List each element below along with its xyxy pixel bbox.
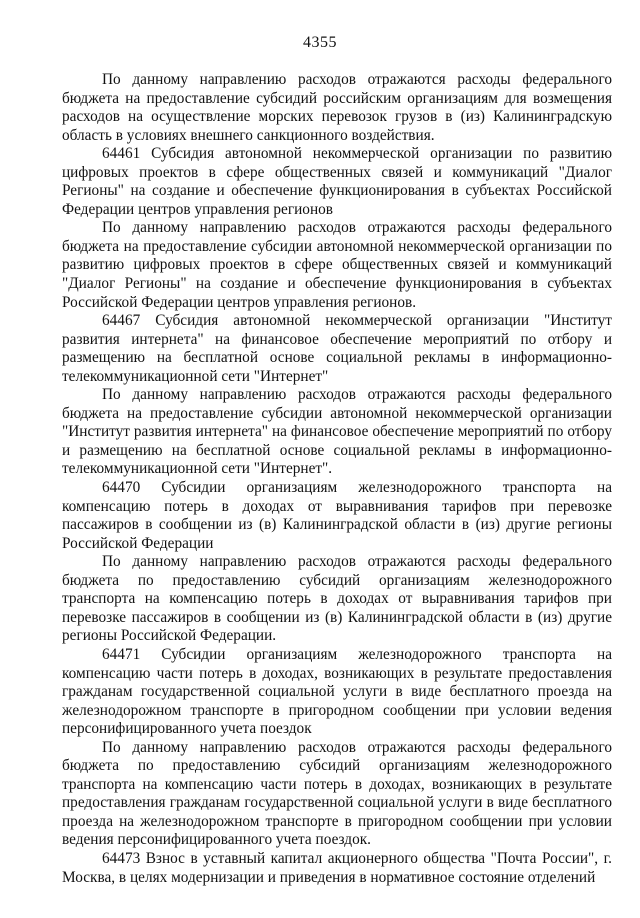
paragraph-64470-description: По данному направлению расходов отражаются расходы федерального бюджета по предоставлению субсидий организациям железнодорожного транспорта на компенсацию потерь в доходах от выравнивания тарифов при перевозке пассажиров в сообщении из (в) Калининградской области в (из) другие регионы Российской Федерации. bbox=[62, 553, 612, 645]
heading-64467: 64467 Субсидия автономной некоммерческой организации "Институт развития интернета" на финансовое обеспечение мероприятий по отбору и размещению на бесплатной основе социальной рекламы в информационно-телекоммуникационной сети "Интернет" bbox=[62, 312, 612, 385]
paragraph-64461-description: По данному направлению расходов отражаются расходы федерального бюджета на предоставление субсидии автономной некоммерческой организации по развитию цифровых проектов в сфере общественных связей и коммуникаций "Диалог Регионы" на создание и обеспечение функционирования в субъектах Российской Федерации центров управления регионов. bbox=[62, 219, 612, 311]
paragraph-1: По данному направлению расходов отражаются расходы федерального бюджета на предоставление субсидий российским организациям для возмещения расходов на осуществление морских перевозок грузов в (из) Калининградскую область в условиях внешнего санкционного воздействия. bbox=[62, 71, 612, 144]
paragraph-64471-description: По данному направлению расходов отражаются расходы федерального бюджета по предоставлению субсидий организациям железнодорожного транспорта на компенсацию части потерь в доходах, возникающих в результате предоставления гражданам государственной социальной услуги в виде бесплатного проезда на железнодорожном транспорте в пригородном сообщении при условии ведения персонифицированного учета поездок. bbox=[62, 738, 612, 849]
paragraph-64467-description: По данному направлению расходов отражаются расходы федерального бюджета на предоставление субсидии автономной некоммерческой организации "Институт развития интернета" на финансовое обеспечение мероприятий по отбору и размещению на бесплатной основе социальной рекламы в информационно-телекоммуникационной сети "Интернет". bbox=[62, 386, 612, 478]
heading-64470: 64470 Субсидии организациям железнодорожного транспорта на компенсацию потерь в доходах от выравнивания тарифов при перевозке пассажиров в сообщении из (в) Калининградской области в (из) другие регионы Российской Федерации bbox=[62, 479, 612, 552]
document-body bbox=[62, 71, 612, 887]
heading-64473: 64473 Взнос в уставный капитал акционерного общества "Почта России", г. Москва, в целях модернизации и приведения в нормативное состояние отделений bbox=[62, 849, 612, 886]
page-number: 4355 bbox=[303, 34, 337, 51]
heading-64471: 64471 Субсидии организациям железнодорожного транспорта на компенсацию части потерь в доходах, возникающих в результате предоставления гражданам государственной социальной услуги в виде бесплатного проезда на железнодорожном транспорте в пригородном сообщении при условии ведения персонифицированного учета поездок bbox=[62, 645, 612, 738]
heading-64461: 64461 Субсидия автономной некоммерческой организации по развитию цифровых проектов в сфере общественных связей и коммуникаций "Диалог Регионы" на создание и обеспечение функционирования в субъектах Российской Федерации центров управления регионов bbox=[62, 145, 612, 218]
